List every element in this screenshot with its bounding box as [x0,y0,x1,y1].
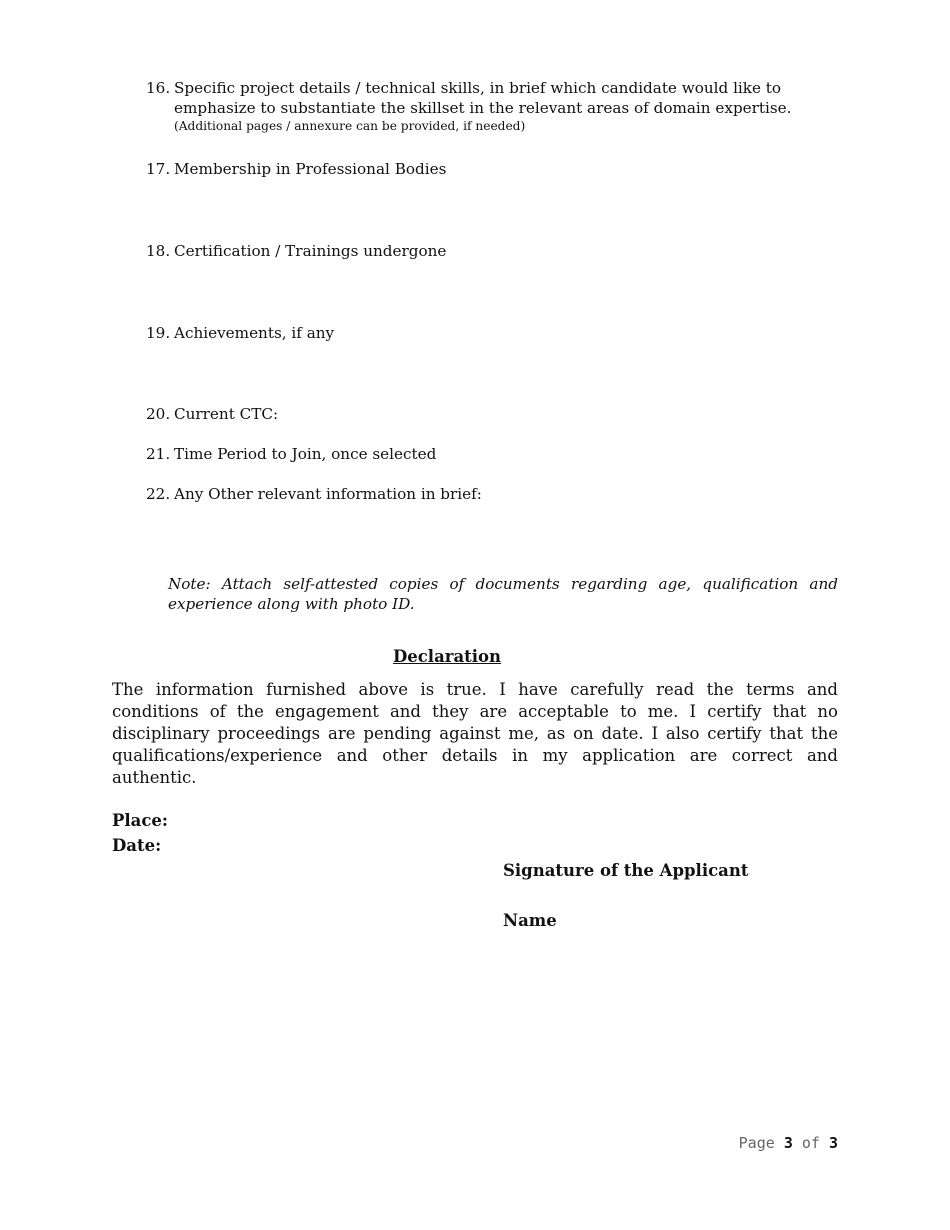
attachment-note: Note: Attach self-attested copies of documents regarding age, qualification and experience along with photo ID. [168,575,838,613]
item-number: 21. [146,445,171,463]
item-text-line: Specific project details / technical skills, in brief which candidate would like to [174,79,782,97]
item-text-line: emphasize to substantiate the skillset in the relevant areas of domain expertise. [174,99,792,117]
total-pages: 3 [828,1134,838,1152]
item-text: Achievements, if any [174,324,335,342]
item-number: 20. [146,405,171,423]
current-page: 3 [783,1134,793,1152]
item-number: 18. [146,242,171,260]
declaration-body: The information furnished above is true. I have carefully read the terms and conditions of the engagement and they are acceptable to me. I certify that no disciplinary proceedings are pending against me, as on date. I also certify that the qualifications/experience and other details in my application are correct and authentic. [112,680,838,787]
item-number: 17. [146,160,171,178]
place-label: Place: [112,811,169,830]
item-number: 19. [146,324,171,342]
item-note: (Additional pages / annexure can be provided, if needed) [174,119,526,133]
declaration-title: Declaration [392,647,502,666]
item-text: Time Period to Join, once selected [174,445,437,463]
date-label: Date: [112,836,162,855]
of-word: of [801,1134,820,1152]
name-label: Name [503,911,557,930]
item-number: 22. [146,485,171,503]
item-text: Certification / Trainings undergone [174,242,447,260]
item-text: Membership in Professional Bodies [174,160,447,178]
item-number: 16. [146,79,171,97]
page-footer [739,1134,838,1152]
item-text: Any Other relevant information in brief: [174,485,482,503]
signature-label: Signature of the Applicant [503,861,749,880]
page-word: Page [738,1134,775,1152]
item-text: Current CTC: [174,405,279,423]
